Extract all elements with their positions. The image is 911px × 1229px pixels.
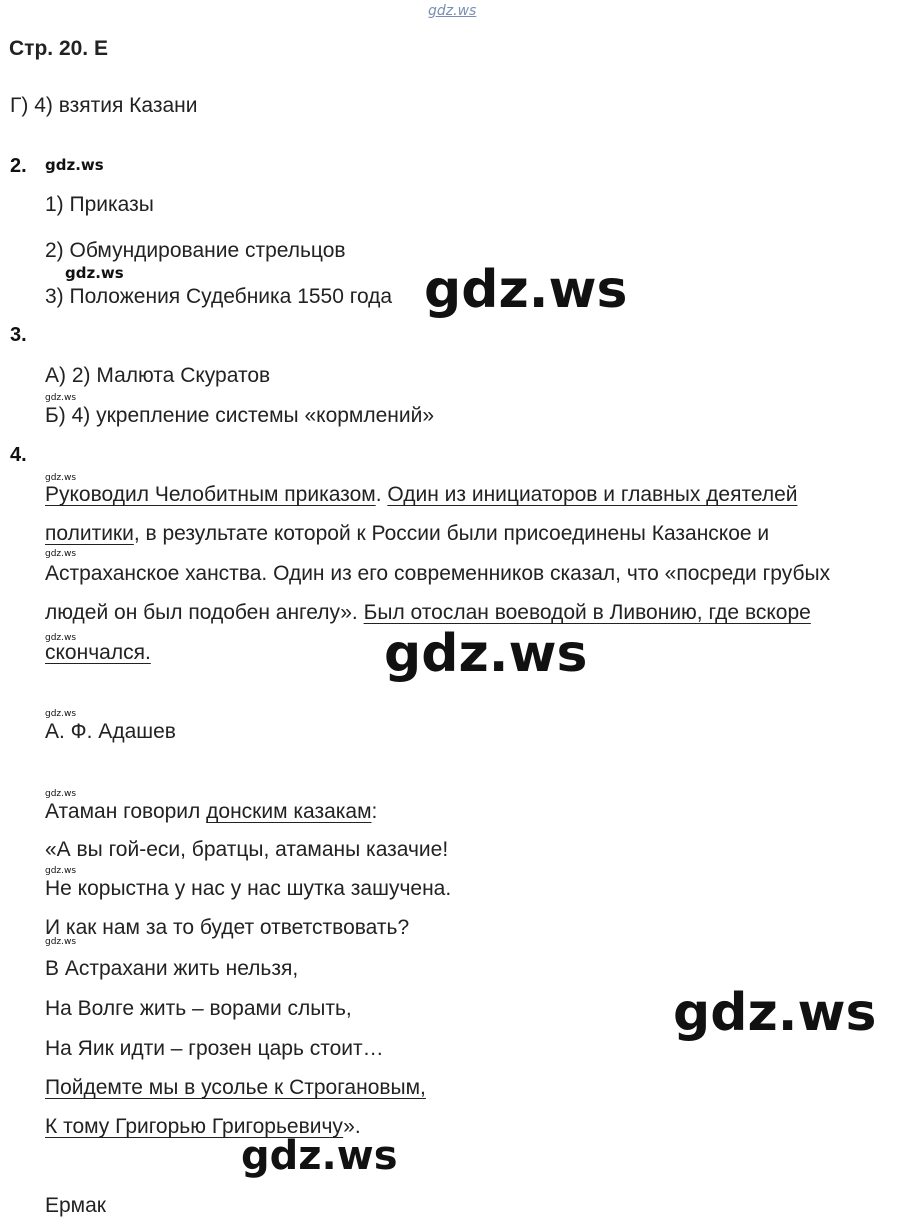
question-2-number: 2. [10, 155, 27, 177]
watermark-tiny: gdz.ws [45, 393, 77, 403]
watermark-tiny: gdz.ws [45, 633, 77, 643]
watermark-big: gdz.ws [241, 1133, 398, 1179]
poem-line: На Волге жить – ворами слыть, [45, 997, 352, 1020]
poem-line: В Астрахани жить нельзя, [45, 957, 299, 980]
watermark-tiny: gdz.ws [45, 937, 77, 947]
underlined-phrase: Руководил Челобитным приказом [45, 483, 376, 506]
underlined-phrase: Был отослан воеводой в Ливонию, где вскоре [363, 601, 811, 624]
answer-adashev: А. Ф. Адашев [45, 720, 176, 743]
underlined-phrase: Один из инициаторов и главных деятелей [387, 483, 798, 506]
question-4-number: 4. [10, 444, 27, 466]
poem-line: И как нам за то будет ответствовать? [45, 916, 410, 939]
watermark-tiny: gdz.ws [45, 709, 77, 719]
q2-item-3: 3) Положения Судебника 1550 года [45, 285, 393, 308]
underlined-phrase: политики [45, 522, 134, 545]
poem-line: На Яик идти – грозен царь стоит… [45, 1037, 384, 1060]
poem-intro [45, 800, 377, 824]
text-segment: : [371, 800, 378, 823]
underlined-phrase: донским казакам [206, 800, 372, 823]
paragraph-line-4 [45, 601, 811, 625]
q2-item-1: 1) Приказы [45, 193, 154, 216]
answer-ermak: Ермак [45, 1194, 106, 1217]
paragraph-line-1 [45, 483, 798, 507]
text-segment: людей он был подобен ангелу». [45, 601, 364, 624]
watermark-small: gdz.ws [45, 156, 104, 174]
paragraph-line-3: Астраханское ханства. Один из его современников сказал, что «посреди грубых [45, 562, 831, 585]
site-link[interactable]: gdz.ws [428, 3, 477, 19]
text-segment: ». [343, 1115, 361, 1138]
watermark-big: gdz.ws [384, 624, 588, 684]
poem-line-underlined [45, 1076, 426, 1100]
page-title: Стр. 20. Е [9, 37, 108, 60]
answer-g: Г) 4) взятия Казани [10, 94, 198, 117]
underlined-phrase: Пойдемте мы в усолье к Строгановым, [45, 1076, 426, 1099]
watermark-tiny: gdz.ws [45, 473, 77, 483]
q3-item-b: Б) 4) укрепление системы «кормлений» [45, 404, 435, 427]
poem-line: «А вы гой-еси, братцы, атаманы казачие! [45, 838, 449, 861]
q2-item-2: 2) Обмундирование стрельцов [45, 239, 346, 262]
watermark-tiny: gdz.ws [45, 866, 77, 876]
watermark-tiny: gdz.ws [45, 549, 77, 559]
text-segment: Атаман говорил [45, 800, 207, 823]
underlined-phrase: К тому Григорью Григорьевичу [45, 1115, 344, 1138]
paragraph-line-5 [45, 641, 151, 665]
watermark-tiny: gdz.ws [45, 789, 77, 799]
watermark-big: gdz.ws [673, 983, 877, 1043]
poem-line: Не корыстна у нас у нас шутка зашучена. [45, 877, 452, 900]
question-3-number: 3. [10, 324, 27, 346]
paragraph-line-2 [45, 522, 769, 546]
watermark-small: gdz.ws [65, 264, 124, 282]
text-segment: , в результате которой к России были присоединены Казанское и [133, 522, 770, 545]
text-segment: . [375, 483, 388, 506]
underlined-phrase: скончался. [45, 641, 151, 664]
watermark-big: gdz.ws [424, 260, 628, 320]
q3-item-a: А) 2) Малюта Скуратов [45, 364, 271, 387]
